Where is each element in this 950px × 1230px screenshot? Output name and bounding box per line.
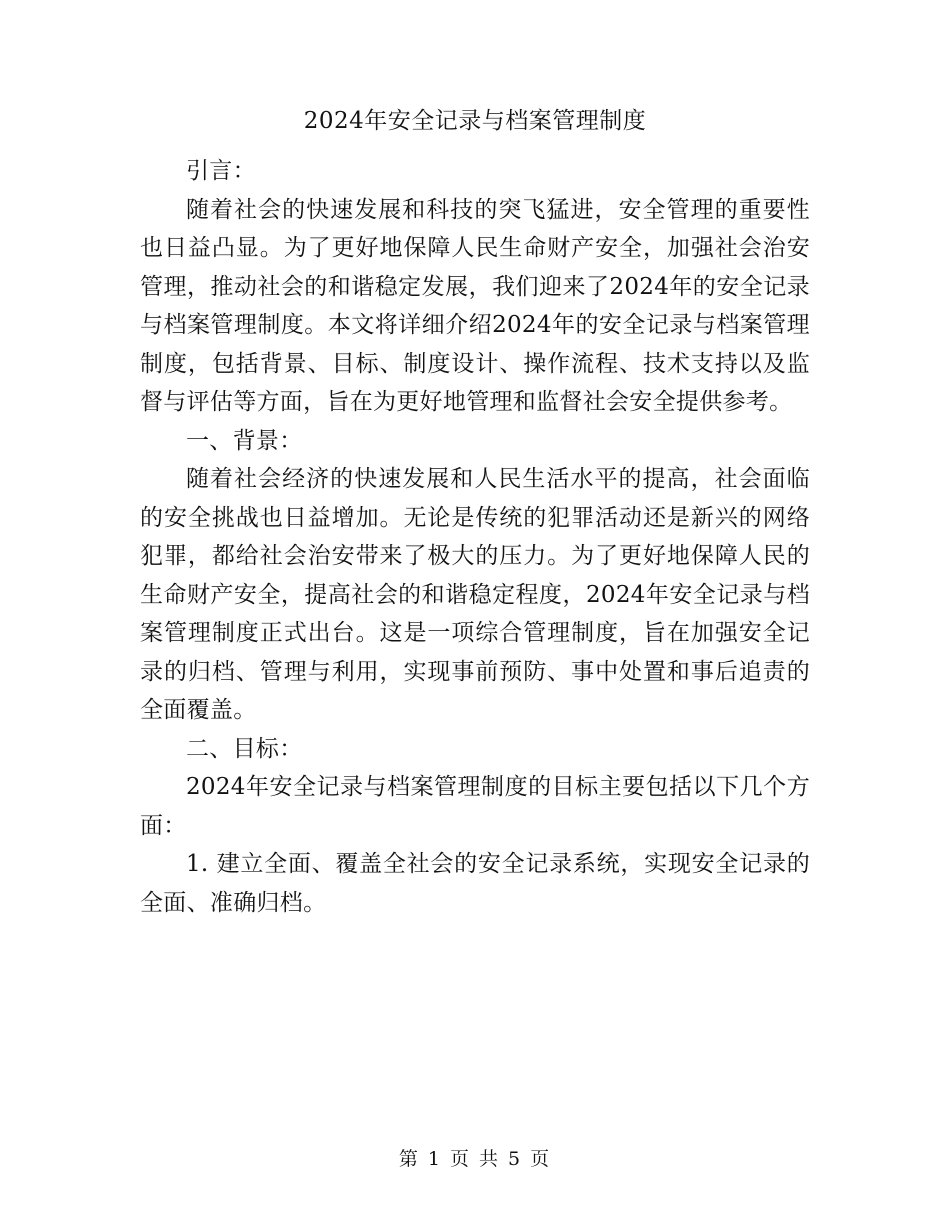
paragraph-intro-heading: 引言： [186,158,256,184]
paragraph-section-2-heading: 二、目标： [186,735,303,762]
page-footer: 第 1 页 共 5 页 [398,1148,552,1170]
paragraph-background: 随着社会经济的快速发展和人民生活水平的提高，社会面临的安全挑战也日益增加。无论是传统的犯罪活动还是新兴的网络犯罪，都给社会治安带来了极大的压力。为了更好地保障人民的生命财产安全，提高社会的和谐稳定程度，2024年安全记录与档案管理制度正式出台。这是一项综合管理制度，旨在加强安全记录的归档、管理与利用，实现事前预防、事中处置和事后追责的全面覆盖。 [140,466,810,723]
paragraph-goals-intro: 2024年安全记录与档案管理制度的目标主要包括以下几个方面： [140,774,810,839]
document-title: 2024年安全记录与档案管理制度 [303,108,647,134]
paragraph-goal-1: 1. 建立全面、覆盖全社会的安全记录系统，实现安全记录的全面、准确归档。 [140,851,810,916]
document-body [140,152,810,922]
paragraph-intro: 随着社会的快速发展和科技的突飞猛进，安全管理的重要性也日益凸显。为了更好地保障人民生命财产安全，加强社会治安管理，推动社会的和谐稳定发展，我们迎来了2024年的安全记录与档案管理制度。本文将详细介绍2024年的安全记录与档案管理制度，包括背景、目标、制度设计、操作流程、技术支持以及监督与评估等方面，旨在为更好地管理和监督社会安全提供参考。 [140,196,810,415]
paragraph-section-1-heading: 一、背景： [186,427,303,454]
